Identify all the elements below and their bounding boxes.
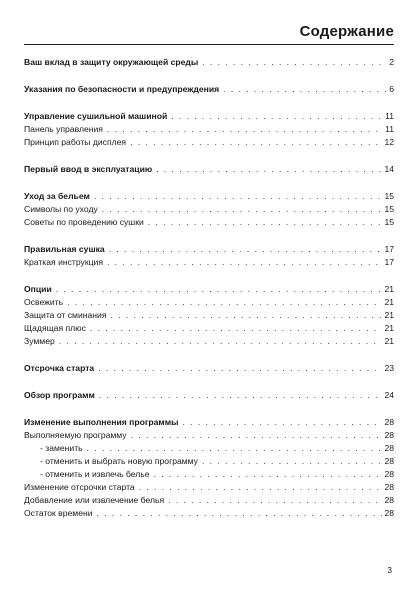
toc-entry-page: 21 [384, 336, 394, 346]
dot-leader [94, 190, 383, 203]
toc-entry-page: 17 [384, 257, 394, 267]
dot-leader [99, 389, 383, 402]
toc-heading-entry[interactable] [24, 416, 394, 429]
toc-entry[interactable] [24, 322, 394, 335]
dot-leader [109, 243, 383, 256]
toc-entry[interactable] [24, 136, 394, 149]
dot-leader [97, 507, 383, 520]
toc-heading-entry[interactable] [24, 362, 394, 375]
toc-entry-page: 21 [384, 297, 394, 307]
dot-leader [156, 163, 382, 176]
toc-heading-entry[interactable] [24, 389, 394, 402]
toc-entry-label: Опции [24, 284, 52, 294]
dot-leader [90, 322, 383, 335]
toc-entry-page: 15 [384, 217, 394, 227]
toc-entry-page: 28 [384, 495, 394, 505]
toc-entry[interactable] [24, 296, 394, 309]
toc-entry-label: - заменить [40, 443, 83, 453]
toc-entry[interactable] [24, 481, 394, 494]
title-divider [24, 44, 394, 45]
toc-entry-page: 15 [384, 191, 394, 201]
toc-entry-label: Управление сушильной машиной [24, 111, 168, 121]
toc-entry[interactable] [24, 507, 394, 520]
dot-leader [56, 283, 383, 296]
toc-heading-entry[interactable] [24, 243, 394, 256]
toc-entry-label: Зуммер [24, 336, 55, 346]
dot-leader [131, 429, 383, 442]
toc-subentry[interactable] [24, 442, 394, 455]
toc-section [24, 243, 394, 269]
toc-entry-page: 21 [384, 323, 394, 333]
toc-entry-label: Выполняемую программу [24, 430, 127, 440]
toc-entry[interactable] [24, 429, 394, 442]
toc-subentry[interactable] [24, 455, 394, 468]
dot-leader [98, 362, 382, 375]
dot-leader [102, 203, 383, 216]
dot-leader [183, 416, 383, 429]
toc-entry-label: Указания по безопасности и предупреждения [24, 84, 220, 94]
toc-entry-page: 28 [384, 508, 394, 518]
dot-leader [87, 442, 383, 455]
toc-entry-page: 14 [384, 164, 394, 174]
toc-entry-page: 17 [384, 244, 394, 254]
dot-leader [202, 455, 382, 468]
toc-entry-label: Советы по проведению сушки [24, 217, 144, 227]
toc-entry-page: 24 [384, 390, 394, 400]
toc-entry[interactable] [24, 256, 394, 269]
dot-leader [154, 468, 383, 481]
toc-entry-page: 11 [385, 124, 394, 134]
toc-heading-entry[interactable] [24, 283, 394, 296]
toc-entry[interactable] [24, 335, 394, 348]
toc-heading-entry[interactable] [24, 110, 394, 123]
dot-leader [139, 481, 383, 494]
dot-leader [59, 335, 383, 348]
toc-section [24, 110, 394, 149]
toc-entry-label: Щадящая плюс [24, 323, 86, 333]
dot-leader [67, 296, 382, 309]
toc-section [24, 416, 394, 520]
page-number: 3 [387, 565, 392, 575]
toc-entry-page: 15 [384, 204, 394, 214]
toc-entry-label: Символы по уходу [24, 204, 98, 214]
dot-leader [130, 136, 382, 149]
dot-leader [148, 216, 383, 229]
toc-entry-page: 6 [389, 84, 394, 94]
toc-entry-label: Ваш вклад в защиту окружающей среды [24, 57, 199, 67]
toc-entry-label: Защита от сминания [24, 310, 107, 320]
dot-leader [107, 256, 382, 269]
toc-entry-page: 28 [384, 417, 394, 427]
toc-section [24, 56, 394, 69]
toc-entry-label: Краткая инструкция [24, 257, 103, 267]
toc-entry-page: 12 [384, 137, 394, 147]
toc-section [24, 190, 394, 229]
toc-entry-label: Обзор программ [24, 390, 95, 400]
toc-subentry[interactable] [24, 468, 394, 481]
toc-entry-label: Панель управления [24, 124, 103, 134]
dot-leader [111, 309, 383, 322]
toc-entry-page: 23 [384, 363, 394, 373]
dot-leader [168, 494, 382, 507]
toc-entry-page: 28 [384, 456, 394, 466]
toc-entry[interactable] [24, 123, 394, 136]
toc-entry-label: Уход за бельем [24, 191, 90, 201]
toc-section [24, 283, 394, 348]
toc-entry-page: 28 [384, 482, 394, 492]
toc-entry-label: - отменить и выбрать новую программу [40, 456, 198, 466]
toc-entry-label: Изменение отсрочки старта [24, 482, 135, 492]
toc-entry[interactable] [24, 309, 394, 322]
dot-leader [223, 83, 387, 96]
toc-entry-label: Добавление или извлечение белья [24, 495, 165, 505]
toc-section [24, 163, 394, 176]
toc-heading-entry[interactable] [24, 83, 394, 96]
toc-entry-page: 2 [389, 57, 394, 67]
toc-entry-label: Принцип работы дисплея [24, 137, 127, 147]
toc-entry-page: 28 [384, 430, 394, 440]
toc-entry-page: 21 [384, 284, 394, 294]
toc-entry-label: Остаток времени [24, 508, 93, 518]
toc-entry-page: 11 [385, 111, 394, 121]
toc-entry-label: - отменить и извлечь белье [40, 469, 150, 479]
toc-entry-label: Первый ввод в эксплуатацию [24, 164, 153, 174]
toc-section [24, 83, 394, 96]
dot-leader [202, 56, 387, 69]
dot-leader [107, 123, 383, 136]
toc-entry-label: Отсрочка старта [24, 363, 95, 373]
toc-entry[interactable] [24, 216, 394, 229]
dot-leader [171, 110, 383, 123]
table-of-contents [24, 51, 394, 520]
toc-heading-entry[interactable] [24, 56, 394, 69]
toc-heading-entry[interactable] [24, 190, 394, 203]
toc-entry[interactable] [24, 494, 394, 507]
toc-entry-page: 28 [384, 443, 394, 453]
toc-entry-label: Правильная сушка [24, 244, 105, 254]
page-title: Содержание [299, 23, 394, 40]
toc-entry-label: Изменение выполнения программы [24, 417, 179, 427]
toc-entry-label: Освежить [24, 297, 64, 307]
toc-section [24, 362, 394, 375]
toc-section [24, 389, 394, 402]
toc-heading-entry[interactable] [24, 163, 394, 176]
toc-entry-page: 21 [384, 310, 394, 320]
toc-entry[interactable] [24, 203, 394, 216]
toc-entry-page: 28 [384, 469, 394, 479]
